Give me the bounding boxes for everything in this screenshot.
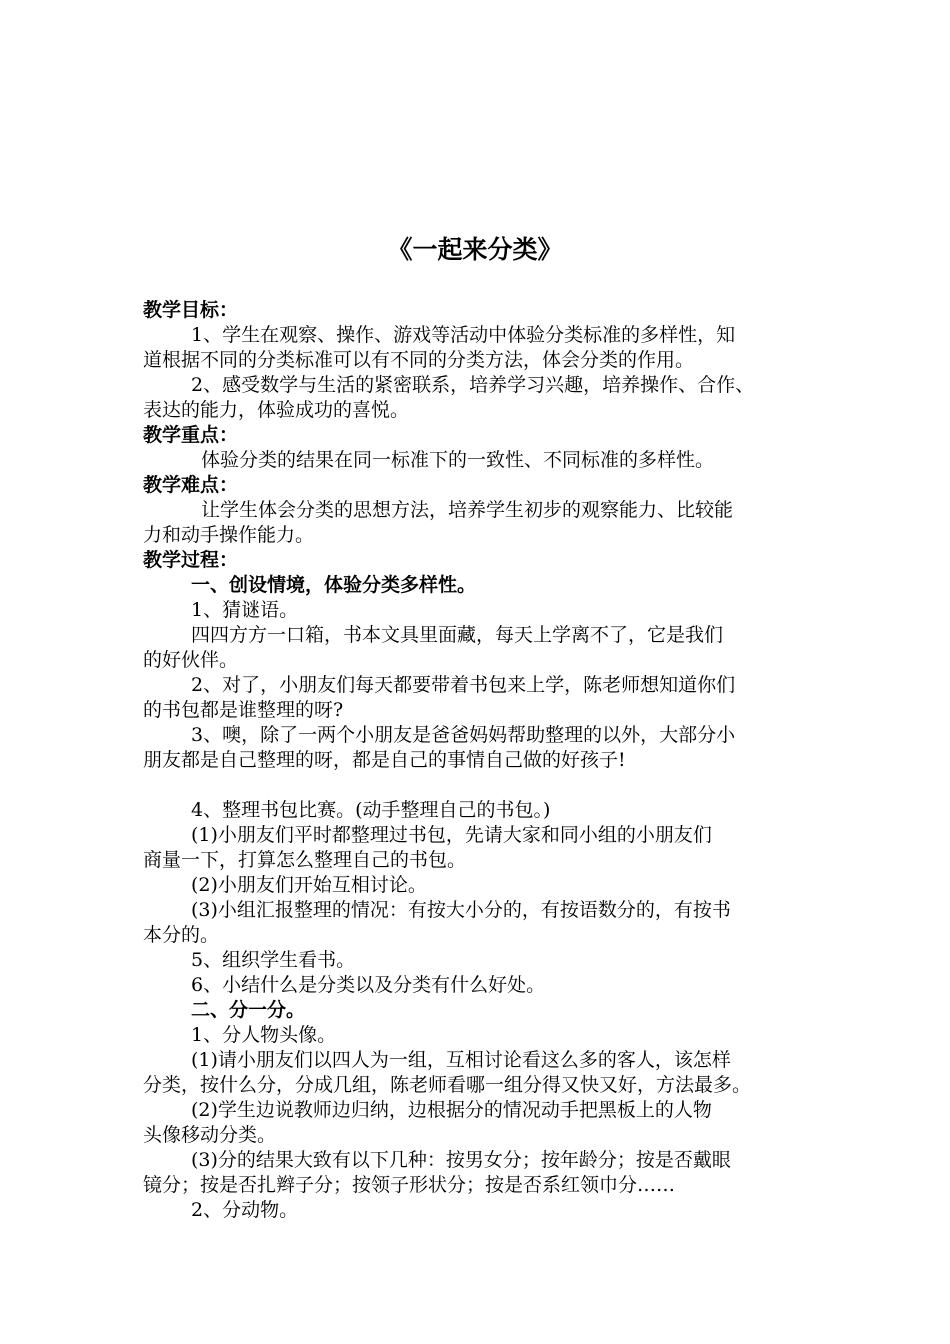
- text-line: (3)分的结果大致有以下几种：按男女分；按年龄分；按是否戴眼: [191, 1149, 731, 1171]
- document-title: 《一起来分类》: [387, 235, 563, 264]
- text-line: 朋友都是自己整理的呀，都是自己的事情自己做的好孩子!: [143, 749, 626, 771]
- text-line: (2)学生边说教师边归纳，边根据分的情况动手把黑板上的人物: [191, 1099, 712, 1121]
- text-line: 1、分人物头像。: [191, 1024, 337, 1046]
- text-line: 表达的能力，体验成功的喜悦。: [143, 399, 410, 421]
- section-heading: 教学重点：: [143, 424, 239, 446]
- text-line: 1、学生在观察、操作、游戏等活动中体验分类标准的多样性，知: [191, 324, 736, 346]
- blank-line: [143, 773, 808, 798]
- text-line: (1)小朋友们平时都整理过书包，先请大家和同小组的小朋友们: [191, 824, 712, 846]
- text-line: 分类，按什么分，分成几组，陈老师看哪一组分得又快又好，方法最多。: [143, 1074, 752, 1096]
- text-line: 力和动手操作能力。: [143, 524, 315, 546]
- section-heading: 教学目标：: [143, 299, 239, 321]
- text-line: 商量一下，打算怎么整理自己的书包。: [143, 849, 467, 871]
- text-line: 四四方方一口箱，书本文具里面藏，每天上学离不了，它是我们: [191, 624, 724, 646]
- text-line: 让学生体会分类的思想方法，培养学生初步的观察能力、比较能: [201, 499, 734, 521]
- section-heading: 一、创设情境，体验分类多样性。: [191, 574, 477, 596]
- text-line: 镜分；按是否扎辫子分；按领子形状分；按是否系红领巾分……: [143, 1174, 676, 1196]
- section-heading: 教学过程：: [143, 549, 239, 571]
- section-heading: 二、分一分。: [191, 999, 306, 1021]
- text-line: 的书包都是谁整理的呀?: [143, 699, 344, 721]
- text-line: 2、感受数学与生活的紧密联系，培养学习兴趣，培养操作、合作、: [191, 374, 755, 396]
- text-line: (1)请小朋友们以四人为一组，互相讨论看这么多的客人，该怎样: [191, 1049, 731, 1071]
- text-line: 1、猜谜语。: [191, 599, 299, 621]
- text-line: (3)小组汇报整理的情况：有按大小分的，有按语数分的，有按书: [191, 899, 731, 921]
- text-line: 头像移动分类。: [143, 1124, 277, 1146]
- text-line: (2)小朋友们开始互相讨论。: [191, 874, 427, 896]
- text-line: 6、小结什么是分类以及分类有什么好处。: [191, 974, 546, 996]
- text-line: 的好伙伴。: [143, 649, 239, 671]
- text-line: 2、对了，小朋友们每天都要带着书包来上学，陈老师想知道你们: [191, 674, 736, 696]
- section-heading: 教学难点：: [143, 474, 239, 496]
- document-body: [143, 298, 808, 1223]
- text-line: 4、整理书包比赛。(动手整理自己的书包。): [191, 799, 551, 821]
- text-line: 道根据不同的分类标准可以有不同的分类方法，体会分类的作用。: [143, 349, 695, 371]
- text-line: 5、组织学生看书。: [191, 949, 356, 971]
- text-line: 3、噢，除了一两个小朋友是爸爸妈妈帮助整理的以外，大部分小: [191, 724, 736, 746]
- text-line: 体验分类的结果在同一标准下的一致性、不同标准的多样性。: [201, 449, 715, 471]
- text-line: 本分的。: [143, 924, 220, 946]
- text-line: 2、分动物。: [191, 1199, 299, 1221]
